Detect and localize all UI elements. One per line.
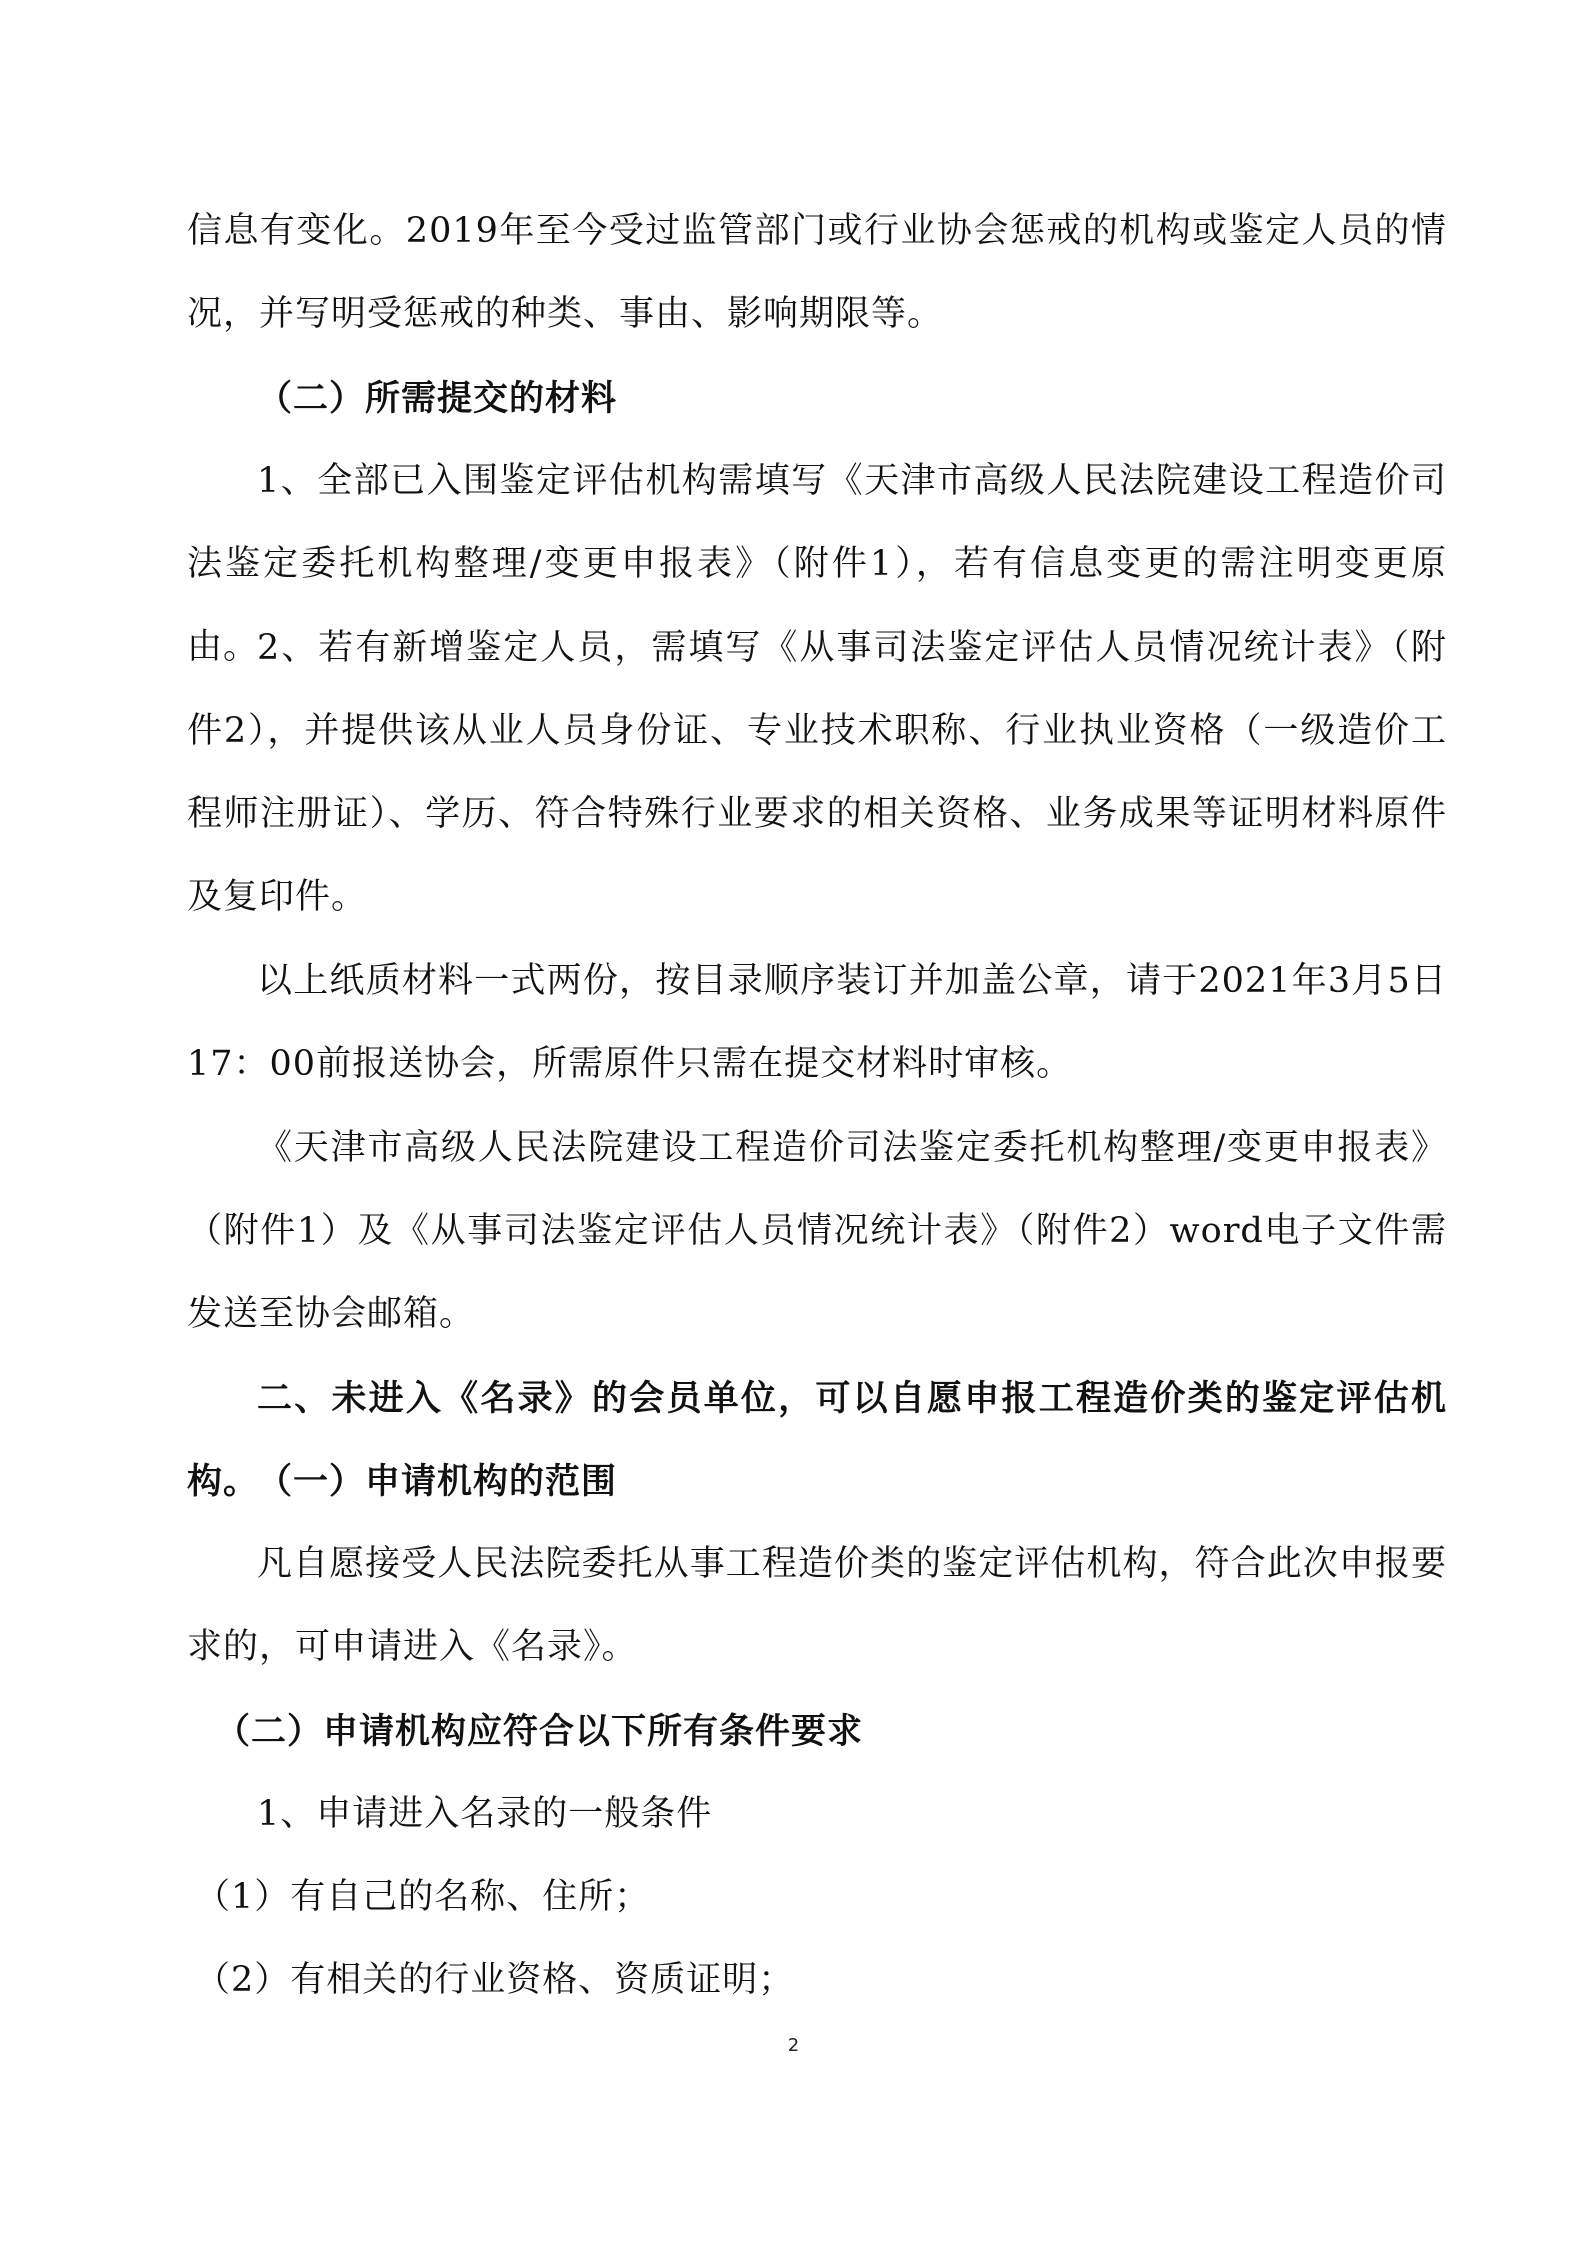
section-heading-materials: （二）所需提交的材料 xyxy=(257,378,618,419)
paragraph-electronic-files: 《天津市高级人民法院建设工程造价司法鉴定委托机构整理/变更申报表》（附件1）及《从事司法鉴定评估人员情况统计表》（附件2）word电子文件需发送至协会邮箱。 xyxy=(187,1128,1447,1334)
page-number: 2 xyxy=(787,2035,800,2056)
paragraph-continuation: 信息有变化。2019年至今受过监管部门或行业协会惩戒的机构或鉴定人员的情况，并写明受惩戒的种类、事由、影响期限等。 xyxy=(187,211,1447,334)
subheading-scope: （一）申请机构的范围 xyxy=(257,1461,618,1502)
paragraph-item-1: 1、全部已入围鉴定评估机构需填写《天津市高级人民法院建设工程造价司法鉴定委托机构整理/变更申报表》（附件1），若有信息变更的需注明变更原由。 xyxy=(187,461,1447,667)
paragraph-general-conditions: 1、申请进入名录的一般条件 xyxy=(257,1794,713,1834)
section-heading-two: 二、未进入《名录》的会员单位，可以自愿申报工程造价类的鉴定评估机构。 xyxy=(187,1378,1447,1502)
subheading-requirements: （二）申请机构应符合以下所有条件要求 xyxy=(215,1711,864,1752)
paragraph-scope: 凡自愿接受人民法院委托从事工程造价类的鉴定评估机构，符合此次申报要求的，可申请进入《名录》。 xyxy=(187,1544,1447,1667)
list-item-condition-2: （2）有相关的行业资格、资质证明； xyxy=(195,1960,795,2000)
paragraph-item-2: 2、若有新增鉴定人员，需填写《从事司法鉴定评估人员情况统计表》（附件2），并提供该从业人员身份证、专业技术职称、行业执业资格（一级造价工程师注册证）、学历、符合特殊行业要求的相关资格、业务成果等证明材料原件及复印件。 xyxy=(187,628,1447,917)
paragraph-submission-note: 以上纸质材料一式两份，按目录顺序装订并加盖公章，请于2021年3月5日17：00前报送协会，所需原件只需在提交材料时审核。 xyxy=(187,961,1447,1084)
list-item-condition-1: （1）有自己的名称、住所； xyxy=(195,1877,651,1917)
